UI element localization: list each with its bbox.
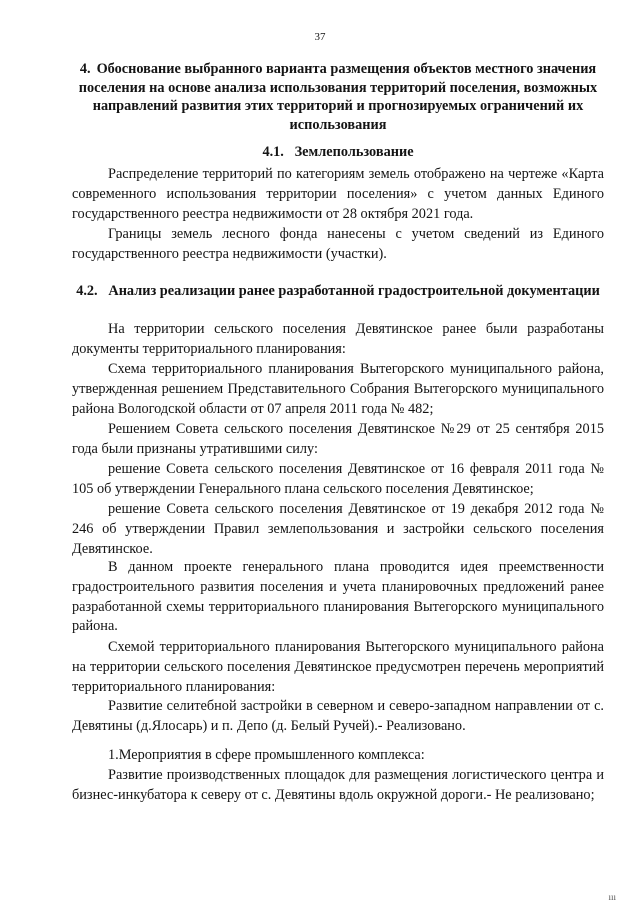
paragraph: В данном проекте генерального плана проводится идея преемственности градостроительного развития поселения и учета планировочных предложений ранее разработанной схемы территориального планирования Вытегорского муниципального района. [72, 559, 604, 635]
paragraph: решение Совета сельского поселения Девятинское от 16 февраля 2011 года № 105 об утверждении Генерального плана сельского поселения Девятинское; [72, 461, 604, 497]
section-4-1-number: 4.1. [262, 144, 284, 160]
paragraph: Развитие производственных площадок для размещения логистического центра и бизнес-инкубатора к северу от с. Девятины вдоль окружной дороги.- Не реализовано; [72, 767, 604, 803]
section-4-2-number: 4.2. [76, 283, 98, 299]
paragraph: Развитие селитебной застройки в северном и северо-западном направлении от с. Девятины (д.Ялосарь) и п. Депо (д. Белый Ручей).- Реализовано. [72, 698, 604, 734]
section-4-1-heading [72, 143, 604, 163]
page-number: 37 [314, 31, 326, 43]
section-4-heading [72, 60, 604, 134]
section-4-2-title: Анализ реализации ранее разработанной градостроительной документации [108, 283, 600, 299]
paragraph: Границы земель лесного фонда нанесены с учетом сведений из Единого государственного реестра недвижимости (участки). [72, 226, 604, 262]
paragraph: решение Совета сельского поселения Девятинское от 19 декабря 2012 года № 246 об утверждении Правил землепользования и застройки сельского поселения Девятинское. [72, 501, 604, 557]
paragraph: Схемой территориального планирования Вытегорского муниципального района на территории сельского поселения Девятинское предусмотрен перечень мероприятий территориального планирования: [72, 639, 604, 695]
measures-heading: 1.Мероприятия в сфере промышленного комплекса: [108, 747, 425, 763]
paragraph: На территории сельского поселения Девятинское ранее были разработаны документы территориального планирования: [72, 321, 604, 357]
section-4-2-heading [72, 282, 604, 300]
paragraph: Схема территориального планирования Вытегорского муниципального района, утвержденная решением Представительного Собрания Вытегорского муниципального района Вологодской области от 07 апреля 2011 года № 482; [72, 361, 604, 417]
paragraph: Решением Совета сельского поселения Девятинское №29 от 25 сентября 2015 года были признаны утратившими силу: [72, 421, 604, 457]
section-4-1-title: Землепользование [294, 144, 414, 160]
footer-mark: ııı [608, 892, 616, 902]
paragraph: Распределение территорий по категориям земель отображено на чертеже «Карта современного использования территории поселения» с учетом данных Единого государственного реестра недвижимости от 28 октября 2021 года. [72, 166, 604, 222]
section-4-number: 4. [79, 61, 91, 77]
section-4-title: Обоснование выбранного варианта размещения объектов местного значения поселения на основе анализа использования территорий поселения, возможных направлений развития этих территорий и прогнозируемых ограничений их использования [78, 61, 598, 133]
